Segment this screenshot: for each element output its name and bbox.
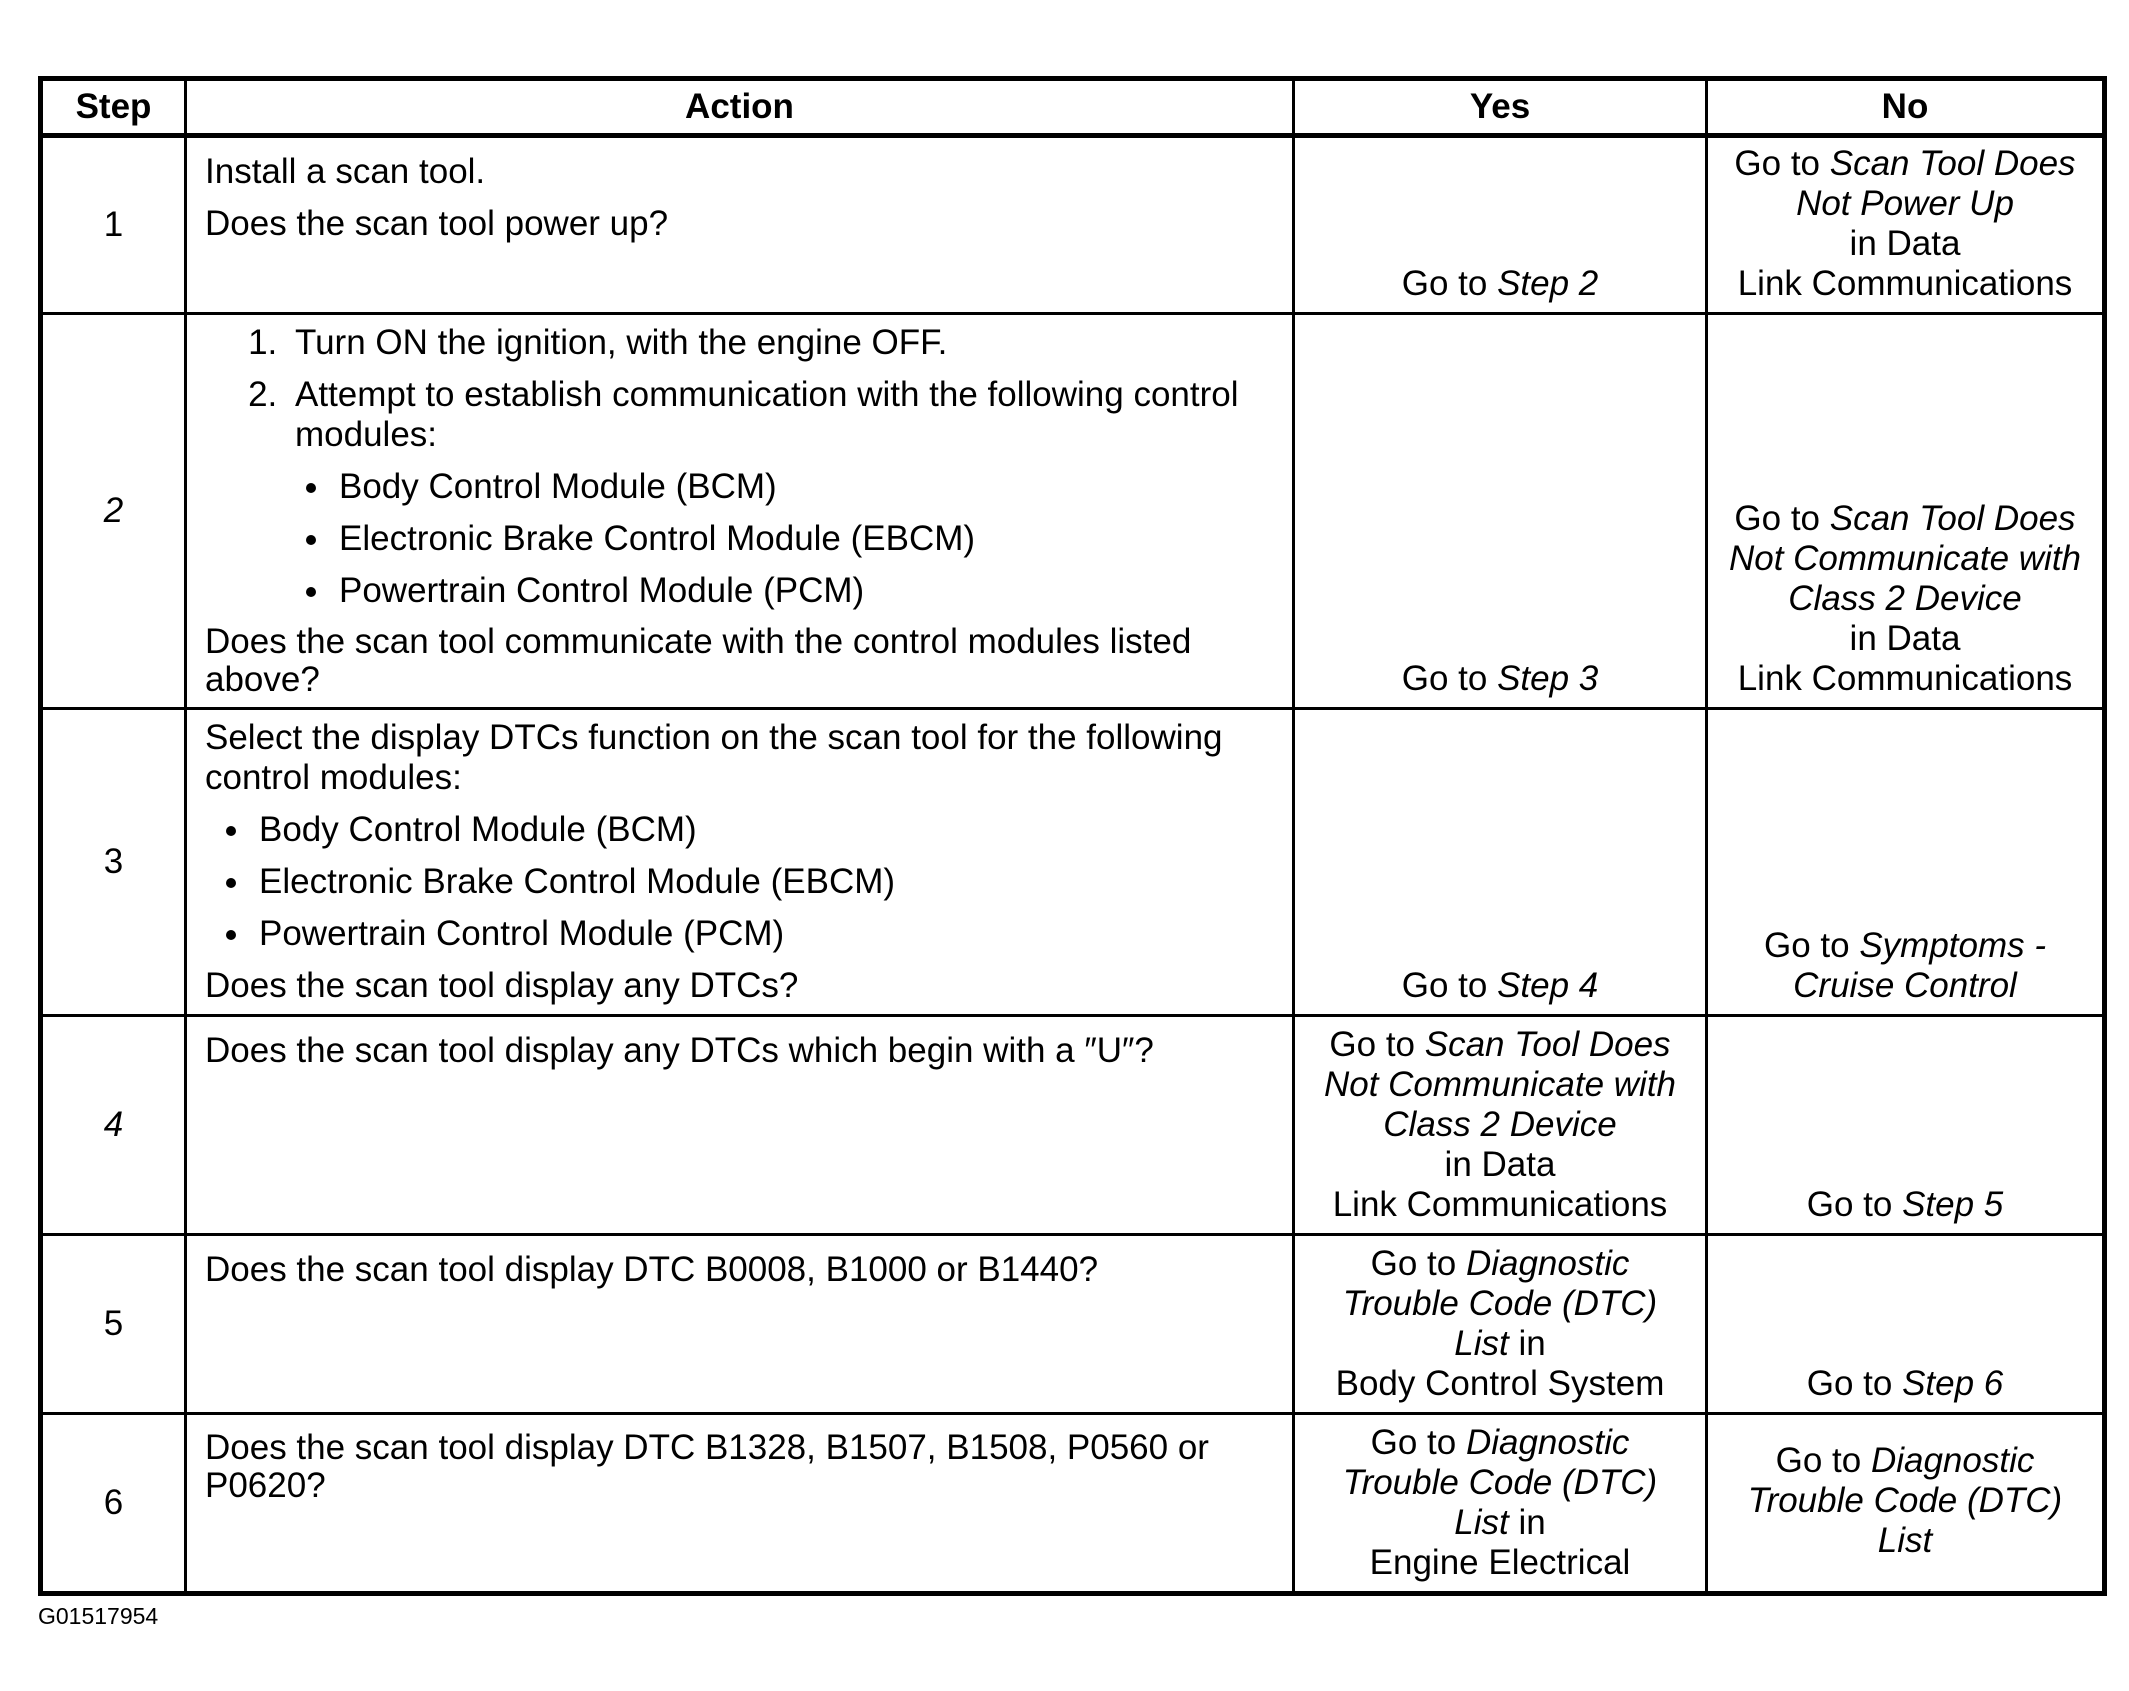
action-question: Does the scan tool display DTC B0008, B1000 or B1440? [205, 1250, 1099, 1289]
list-item: • Powertrain Control Module (PCM) [333, 571, 1274, 611]
reference-link[interactable]: Scan Tool Does [1829, 144, 2076, 183]
list-item: 2. Attempt to establish communication with the following control modules: • Body Control Module (BCM) • Electronic Brake Control Module (EBCM) • Powertrain Control Module (PCM) [287, 375, 1274, 611]
no-cell: Go to Symptoms - Cruise Control [1707, 709, 2105, 1016]
step-number: 6 [41, 1414, 186, 1594]
header-no: No [1707, 79, 2105, 136]
action-text: Install a scan tool. [205, 152, 486, 191]
step-number: 1 [41, 136, 186, 314]
action-question: Does the scan tool power up? [205, 204, 669, 243]
yes-cell: Go to Step 2 [1294, 136, 1707, 314]
list-item: • Body Control Module (BCM) [333, 467, 1274, 507]
reference-link[interactable]: Diagnostic [1465, 1423, 1630, 1462]
header-action: Action [186, 79, 1294, 136]
step-link[interactable]: Step 2 [1497, 264, 1599, 303]
no-cell: Go to Step 5 [1707, 1016, 2105, 1235]
no-cell: Go to Scan Tool Does Not Power Up in Data Link Communications [1707, 136, 2105, 314]
header-row [41, 79, 2105, 136]
step-number: 2 [41, 314, 186, 709]
list-item: 1. Turn ON the ignition, with the engine OFF. [287, 323, 1274, 363]
step-link[interactable]: Step 6 [1902, 1364, 2004, 1403]
table-row [41, 314, 2105, 709]
step-number: 3 [41, 709, 186, 1016]
figure-id: G01517954 [38, 1603, 159, 1629]
reference-link[interactable]: Diagnostic [1465, 1244, 1630, 1283]
header-step: Step [41, 79, 186, 136]
action-cell [186, 709, 1294, 1016]
bullet-list [205, 810, 1274, 954]
step-link[interactable]: Step 3 [1497, 659, 1599, 698]
list-item: • Powertrain Control Module (PCM) [253, 914, 1274, 954]
action-question: Does the scan tool communicate with the control modules listed above? [205, 622, 1192, 699]
step-link[interactable]: Step 4 [1497, 966, 1599, 1005]
reference-link[interactable]: Scan Tool Does [1424, 1025, 1671, 1064]
table-row [41, 1414, 2105, 1594]
action-text: Select the display DTCs function on the scan tool for the following control modules: [205, 718, 1223, 797]
action-cell [186, 1235, 1294, 1414]
reference-link[interactable]: Symptoms - [1859, 926, 2047, 965]
action-question: Does the scan tool display DTC B1328, B1507, B1508, P0560 or P0620? [205, 1428, 1209, 1505]
reference-link[interactable]: Scan Tool Does [1829, 499, 2076, 538]
action-question: Does the scan tool display any DTCs? [205, 966, 799, 1005]
numbered-list [205, 323, 1274, 611]
no-cell: Go to Scan Tool Does Not Communicate with Class 2 Device in Data Link Communications [1707, 314, 2105, 709]
action-cell [186, 136, 1294, 314]
step-number: 4 [41, 1016, 186, 1235]
yes-cell: Go to Step 3 [1294, 314, 1707, 709]
list-item: • Electronic Brake Control Module (EBCM) [333, 519, 1274, 559]
action-cell [186, 1414, 1294, 1594]
list-item: • Body Control Module (BCM) [253, 810, 1274, 850]
action-cell [186, 314, 1294, 709]
action-question: Does the scan tool display any DTCs which begin with a ″U″? [205, 1031, 1154, 1070]
no-cell: Go to Step 6 [1707, 1235, 2105, 1414]
list-item: • Electronic Brake Control Module (EBCM) [253, 862, 1274, 902]
yes-cell: Go to Scan Tool Does Not Communicate with Class 2 Device in Data Link Communications [1294, 1016, 1707, 1235]
header-yes: Yes [1294, 79, 1707, 136]
reference-link[interactable]: Diagnostic [1870, 1441, 2035, 1480]
table-row [41, 1235, 2105, 1414]
no-cell: Go to Diagnostic Trouble Code (DTC) List [1707, 1414, 2105, 1594]
yes-cell: Go to Diagnostic Trouble Code (DTC) List in Engine Electrical [1294, 1414, 1707, 1594]
table-row [41, 709, 2105, 1016]
yes-cell: Go to Diagnostic Trouble Code (DTC) List in Body Control System [1294, 1235, 1707, 1414]
action-cell [186, 1016, 1294, 1235]
yes-cell: Go to Step 4 [1294, 709, 1707, 1016]
step-number: 5 [41, 1235, 186, 1414]
diagnostic-table [38, 76, 2107, 1596]
table-row [41, 1016, 2105, 1235]
step-link[interactable]: Step 5 [1902, 1185, 2004, 1224]
table-row [41, 136, 2105, 314]
